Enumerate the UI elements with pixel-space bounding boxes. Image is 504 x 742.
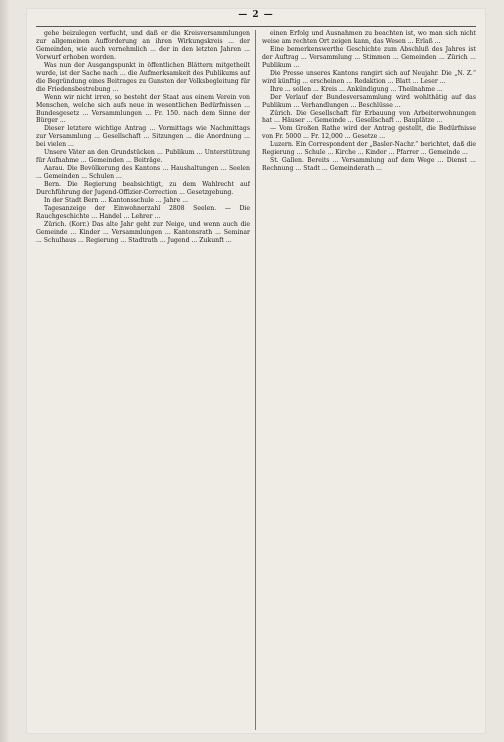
page-header xyxy=(26,10,486,24)
left-paragraph-2: Was nun der Ausgangspunkt in öffentlichen Blättern mitgetheilt wurde, ist der Sache nach ... die Aufmerksamkeit des Publikums auf die Begründung eines Beitrages zu Gunsten der Volksbegleitung für die Friedensbestrebung ... xyxy=(36,61,250,93)
right-paragraph-9: St. Gallen. Bereits ... Versammlung auf dem Wege ... Dienst ... Rechnung ... Stadt ... Gemeinderath ... xyxy=(262,157,476,173)
page-number: — 2 — xyxy=(238,10,274,20)
right-paragraph-3: Die Presse unseres Kantons rangirt sich auf Neujahr. Die „N. Z.“ wird künftig ... erscheinen ... Redaktion ... Blatt ... Leser ... xyxy=(262,69,476,85)
right-paragraph-7: — Vom Großen Rathe wird der Antrag gestellt, die Bedürfnisse von Fr. 5000 ... Fr. 12,000 ... Gesetze ... xyxy=(262,125,476,141)
left-paragraph-10: Zürich. (Korr.) Das alte Jahr geht zur Neige, und wenn auch die Gemeinde ... Kinder ... Versammlungen ... Kantonsrath ... Seminar ... Schulhaus ... Regierung ... Stadtrath ... Jugend ... Zukunft ... xyxy=(36,220,250,244)
right-paragraph-4: Ihre ... sollen ... Kreis ... Ankündigung ... Theilnahme ... xyxy=(270,85,443,93)
left-paragraph-5: Unsere Väter an den Grundstücken ... Publikum ... Unterstützung für Aufnahme ... Gemeinden ... Beiträge. xyxy=(36,149,250,165)
right-paragraph-5: Der Verlauf der Bundesversammlung wird wohlthätig auf das Publikum ... Verhandlungen ... Beschlüsse ... xyxy=(262,93,476,109)
left-paragraph-7: Bern. Die Regierung beabsichtigt, zu dem Wahlrecht auf Durchführung der Jugend-Offizier-Correction ... Gesetzgebung. xyxy=(36,181,250,197)
right-paragraph-6: Zürich. Die Gesellschaft für Erbauung von Arbeiterwohnungen hat ... Häuser ... Gemeinde ... Gesellschaft ... Bauplätze ... xyxy=(262,109,476,125)
left-paragraph-8: In der Stadt Bern ... Kantonsschule ... Jahre ... xyxy=(44,197,189,205)
right-column xyxy=(262,30,476,730)
right-paragraph-8: Luzern. Ein Correspondent der „Basler-Nachr.“ berichtet, daß die Regierung ... Schule ... Kirche ... Kinder ... Pfarrer ... Gemeinde ... xyxy=(262,141,476,157)
left-column xyxy=(36,30,250,730)
left-paragraph-4: Dieser letztere wichtige Antrag ... Vormittags wie Nachmittags zur Versammlung ... Gesellschaft ... Sitzungen ... die Anordnung ... bei vielen ... xyxy=(36,125,250,149)
left-paragraph-6: Aarau. Die Bevölkerung des Kantons ... Haushaltungen ... Seelen ... Gemeinden ... Schulen ... xyxy=(36,165,250,181)
right-paragraph-1: einen Erfolg und Ausnahmen zu beachten ist, wo man sich nicht weise am rechten Ort zeigen kann, das Wesen ... Erlaß ... xyxy=(262,30,476,45)
left-paragraph-9: Tagesanzeige der Einwohnerzahl 2808 Seelen. — Die Rauchgeschichte ... Handel ... Lehrer ... xyxy=(36,204,250,220)
right-paragraph-2: Eine bemerkenswerthe Geschichte zum Abschluß des Jahres ist der Auftrag ... Versammlung ... Stimmen ... Gemeinden ... Zürich ... Publikum ... xyxy=(262,45,476,69)
header-rule xyxy=(36,26,476,27)
column-divider xyxy=(255,30,256,730)
left-paragraph-3: Wenn wir nicht irren, so besteht der Staat aus einem Verein von Menschen, welche sich aufs neue in wesentlichen Bedürfnissen ... Bundesgesetz ... Versammlungen ... Fr. 150. nach dem Sinne der Bürger ... xyxy=(36,93,250,125)
newspaper-page xyxy=(26,8,486,734)
binding-gutter xyxy=(0,0,10,742)
left-paragraph-1: gehe beizulegen verfucht, und daß er die Kreisversammlungen zur allgemeinen Aufforderung an ihren Wirkungskreis ... der Gemeinden, wie auch vernehmlich ... der in den letzten Jahren ... Vorwurf erhoben worden. xyxy=(36,30,250,61)
